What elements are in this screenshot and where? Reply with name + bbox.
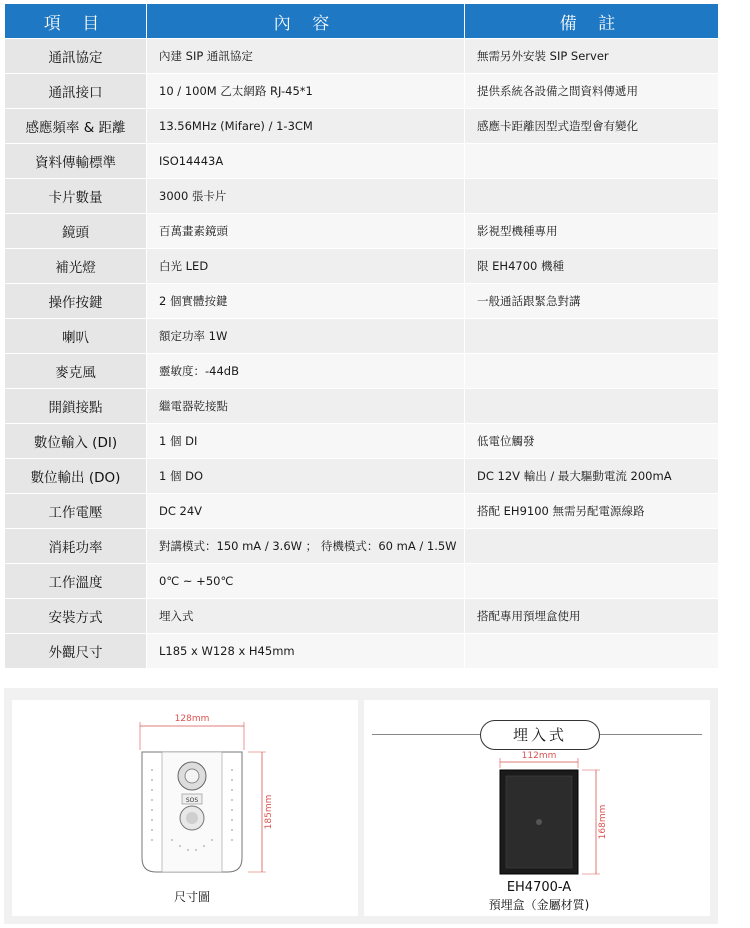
spec-item-note [465, 529, 719, 564]
spec-item-note [465, 319, 719, 354]
box-width-label: 112mm [521, 751, 557, 761]
spec-item-label: 消耗功率 [5, 529, 147, 564]
width-label: 128mm [174, 714, 210, 724]
table-row [5, 109, 719, 144]
spec-item-content: 1 個 DO [147, 459, 465, 494]
spec-item-content: 0℃ ~ +50℃ [147, 564, 465, 599]
spec-item-note: 無需另外安裝 SIP Server [465, 39, 719, 74]
header-note: 備 註 [465, 4, 719, 39]
spec-item-content: 內建 SIP 通訊協定 [147, 39, 465, 74]
spec-table [4, 3, 719, 669]
table-row [5, 389, 719, 424]
spec-item-content: 3000 張卡片 [147, 179, 465, 214]
table-row [5, 39, 719, 74]
dimension-drawing-panel [12, 700, 358, 916]
spec-item-label: 補光燈 [5, 249, 147, 284]
spec-item-note: 限 EH4700 機種 [465, 249, 719, 284]
spec-item-note: 搭配 EH9100 無需另配電源線路 [465, 494, 719, 529]
spec-item-label: 開鎖接點 [5, 389, 147, 424]
spec-item-note: 感應卡距離因型式造型會有變化 [465, 109, 719, 144]
spec-item-note: 搭配專用預埋盒使用 [465, 599, 719, 634]
table-row [5, 564, 719, 599]
spec-item-content: 額定功率 1W [147, 319, 465, 354]
table-row [5, 319, 719, 354]
table-row [5, 214, 719, 249]
box-height-label: 168mm [598, 804, 608, 840]
table-row [5, 494, 719, 529]
backbox-panel [364, 700, 710, 916]
spec-item-label: 安裝方式 [5, 599, 147, 634]
table-row [5, 284, 719, 319]
spec-item-label: 通訊協定 [5, 39, 147, 74]
drawings-area [4, 688, 718, 924]
spec-item-label: 工作電壓 [5, 494, 147, 529]
table-row [5, 634, 719, 669]
header-content: 內 容 [147, 4, 465, 39]
spec-item-note [465, 389, 719, 424]
spec-item-content: 13.56MHz (Mifare) / 1-3CM [147, 109, 465, 144]
table-row [5, 459, 719, 494]
spec-item-note: 低電位觸發 [465, 424, 719, 459]
spec-item-content: 10 / 100M 乙太網路 RJ-45*1 [147, 74, 465, 109]
spec-item-note [465, 354, 719, 389]
spec-item-label: 喇叭 [5, 319, 147, 354]
spec-item-content: 靈敏度：-44dB [147, 354, 465, 389]
spec-item-note: DC 12V 輸出 / 最大驅動電流 200mA [465, 459, 719, 494]
spec-item-note [465, 144, 719, 179]
spec-item-content: 1 個 DI [147, 424, 465, 459]
spec-item-label: 感應頻率 & 距離 [5, 109, 147, 144]
spec-item-label: 數位輸入 (DI) [5, 424, 147, 459]
device-dimension-drawing [12, 700, 358, 916]
sos-label: SOS [185, 797, 199, 804]
table-row [5, 249, 719, 284]
spec-item-label: 工作溫度 [5, 564, 147, 599]
table-row [5, 424, 719, 459]
spec-item-note: 提供系統各設備之間資料傳遞用 [465, 74, 719, 109]
spec-item-label: 外觀尺寸 [5, 634, 147, 669]
spec-item-content: 白光 LED [147, 249, 465, 284]
spec-item-note [465, 634, 719, 669]
install-type-tag: 埋入式 [480, 720, 600, 750]
spec-item-note [465, 179, 719, 214]
spec-item-note [465, 564, 719, 599]
table-row [5, 529, 719, 564]
spec-item-label: 通訊接口 [5, 74, 147, 109]
divider-right [600, 734, 702, 735]
height-label: 185mm [264, 794, 274, 830]
backbox-model: EH4700-A [506, 880, 572, 895]
backbox-description: 預埋盒（金屬材質) [488, 898, 590, 912]
spec-item-content: 埋入式 [147, 599, 465, 634]
table-row [5, 599, 719, 634]
spec-item-label: 鏡頭 [5, 214, 147, 249]
backbox-image [500, 770, 578, 874]
spec-item-note: 一般通話跟緊急對講 [465, 284, 719, 319]
header-item: 項 目 [5, 4, 147, 39]
table-row [5, 144, 719, 179]
spec-table-body [5, 39, 719, 669]
divider-left [372, 734, 480, 735]
spec-item-note: 影視型機種專用 [465, 214, 719, 249]
spec-item-label: 操作按鍵 [5, 284, 147, 319]
table-row [5, 354, 719, 389]
spec-item-label: 數位輸出 (DO) [5, 459, 147, 494]
spec-item-content: ISO14443A [147, 144, 465, 179]
table-row [5, 179, 719, 214]
spec-item-content: 百萬畫素鏡頭 [147, 214, 465, 249]
spec-item-content: 繼電器乾接點 [147, 389, 465, 424]
spec-item-content: L185 x W128 x H45mm [147, 634, 465, 669]
spec-item-content: 對講模式：150 mA / 3.6W ； 待機模式：60 mA / 1.5W [147, 529, 465, 564]
table-row [5, 74, 719, 109]
spec-item-label: 資料傳輸標準 [5, 144, 147, 179]
spec-item-content: 2 個實體按鍵 [147, 284, 465, 319]
dimension-drawing-caption: 尺寸圖 [173, 890, 210, 904]
spec-item-content: DC 24V [147, 494, 465, 529]
spec-item-label: 卡片數量 [5, 179, 147, 214]
spec-item-label: 麥克風 [5, 354, 147, 389]
table-header-row [5, 4, 719, 39]
